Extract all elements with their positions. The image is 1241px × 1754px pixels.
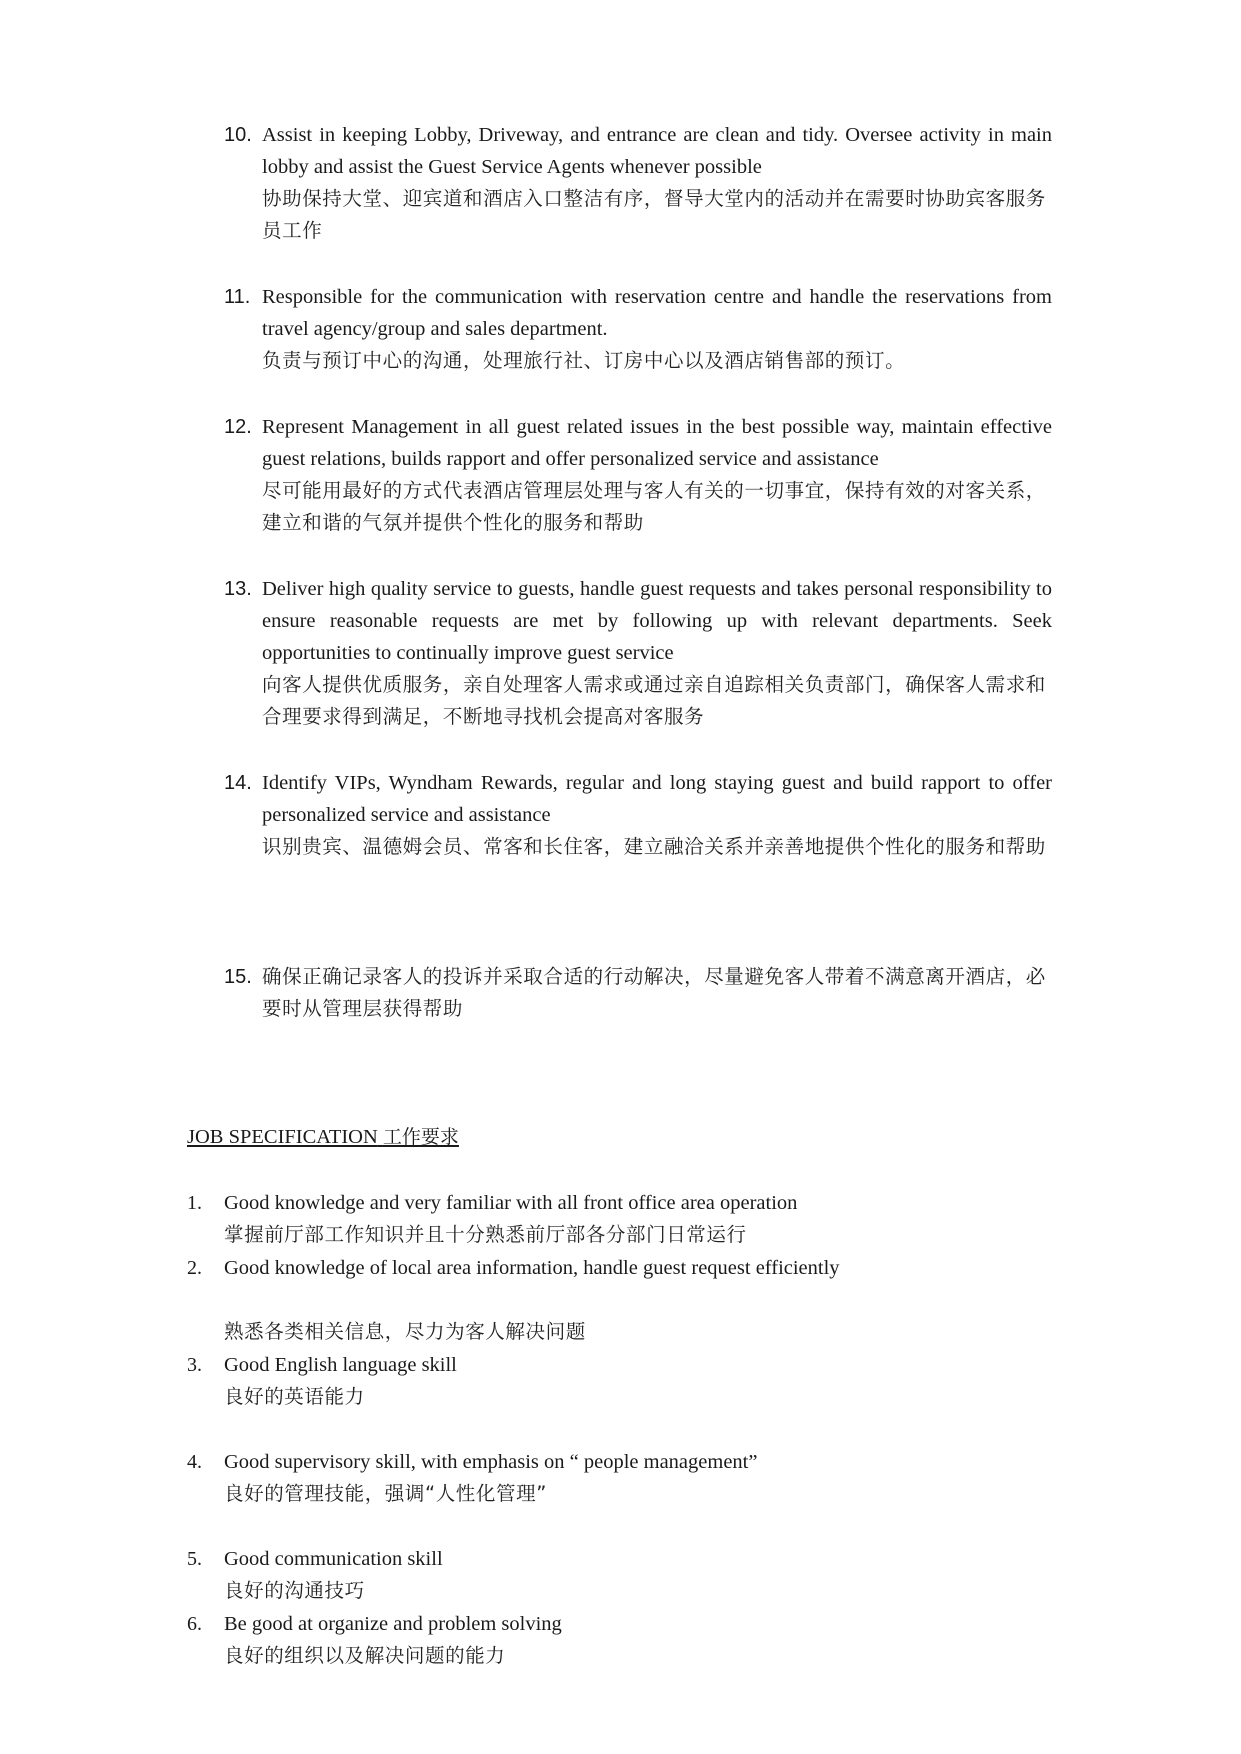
spec-text-cn: 熟悉各类相关信息，尽力为客人解决问题 (224, 1320, 586, 1343)
duty-item-14 (224, 767, 1052, 863)
section-title-cn: 工作要求 (382, 1126, 459, 1148)
duty-text-en: Assist in keeping Lobby, Driveway, and entrance are clean and tidy. Oversee activity in main lobby and assist the Guest Service Agents whenever possible (262, 124, 1052, 178)
spec-text-en: Good English language skill (224, 1354, 457, 1376)
spec-item-2 (187, 1252, 987, 1348)
duty-text-cn: 向客人提供优质服务，亲自处理客人需求或通过亲自追踪相关负责部门，确保客人需求和合理要求得到满足，不断地寻找机会提高对客服务 (262, 673, 1046, 728)
spec-number: 3. (187, 1354, 202, 1376)
duty-number: 15. (224, 966, 252, 988)
spec-item-6 (187, 1608, 987, 1672)
duty-text-cn: 确保正确记录客人的投诉并采取合适的行动解决，尽量避免客人带着不满意离开酒店，必要时从管理层获得帮助 (262, 965, 1046, 1020)
spec-text-en: Good supervisory skill, with emphasis on “ people management” (224, 1451, 758, 1473)
spec-number: 5. (187, 1548, 202, 1570)
spec-number: 6. (187, 1613, 202, 1635)
duty-item-10 (224, 119, 1052, 247)
section-title-en: JOB SPECIFICATION (187, 1126, 378, 1148)
duty-text-cn: 负责与预订中心的沟通，处理旅行社、订房中心以及酒店销售部的预订。 (262, 349, 906, 372)
spec-item-4 (187, 1446, 987, 1510)
duty-text-en: Represent Management in all guest related issues in the best possible way, maintain effective guest relations, builds rapport and offer personalized service and assistance (262, 416, 1052, 470)
duty-text-en: Identify VIPs, Wyndham Rewards, regular and long staying guest and build rapport to offer personalized service and assistance (262, 772, 1052, 826)
spec-text-cn: 良好的沟通技巧 (224, 1579, 365, 1602)
spec-text-cn: 良好的英语能力 (224, 1385, 365, 1408)
duty-item-12 (224, 411, 1052, 539)
spec-text-cn: 良好的管理技能，强调“人性化管理” (224, 1482, 547, 1505)
duty-text-en: Deliver high quality service to guests, handle guest requests and takes personal responsibility to ensure reasonable requests are met by following up with relevant departments. Seek opportunities to continually improve guest service (262, 578, 1052, 664)
spec-number: 2. (187, 1257, 202, 1279)
spec-text-en: Be good at organize and problem solving (224, 1613, 562, 1635)
duty-item-11 (224, 281, 1052, 377)
duty-text-cn: 识别贵宾、温德姆会员、常客和长住客，建立融洽关系并亲善地提供个性化的服务和帮助 (262, 835, 1046, 858)
duty-item-13 (224, 573, 1052, 733)
spec-text-en: Good knowledge of local area information, handle guest request efficiently (224, 1257, 840, 1279)
spec-number: 4. (187, 1451, 202, 1473)
spec-text-cn: 良好的组织以及解决问题的能力 (224, 1644, 506, 1667)
spec-number: 1. (187, 1192, 202, 1214)
spec-text-cn: 掌握前厅部工作知识并且十分熟悉前厅部各分部门日常运行 (224, 1223, 747, 1246)
spec-text-en: Good knowledge and very familiar with all front office area operation (224, 1192, 798, 1214)
duty-number: 12. (224, 416, 252, 438)
duty-number: 14. (224, 772, 252, 794)
duty-text-cn: 协助保持大堂、迎宾道和酒店入口整洁有序，督导大堂内的活动并在需要时协助宾客服务员工作 (262, 187, 1046, 242)
spec-item-1 (187, 1187, 987, 1251)
section-title (187, 1122, 459, 1152)
duty-text-cn: 尽可能用最好的方式代表酒店管理层处理与客人有关的一切事宜，保持有效的对客关系，建立和谐的气氛并提供个性化的服务和帮助 (262, 479, 1046, 534)
duty-number: 11. (224, 286, 251, 308)
spec-item-5 (187, 1543, 987, 1607)
duty-number: 10. (224, 124, 252, 146)
spec-item-3 (187, 1349, 987, 1413)
spec-text-en: Good communication skill (224, 1548, 443, 1570)
duty-number: 13. (224, 578, 252, 600)
duty-item-15 (224, 961, 1052, 1025)
duty-text-en: Responsible for the communication with reservation centre and handle the reservations from travel agency/group and sales department. (262, 286, 1052, 340)
